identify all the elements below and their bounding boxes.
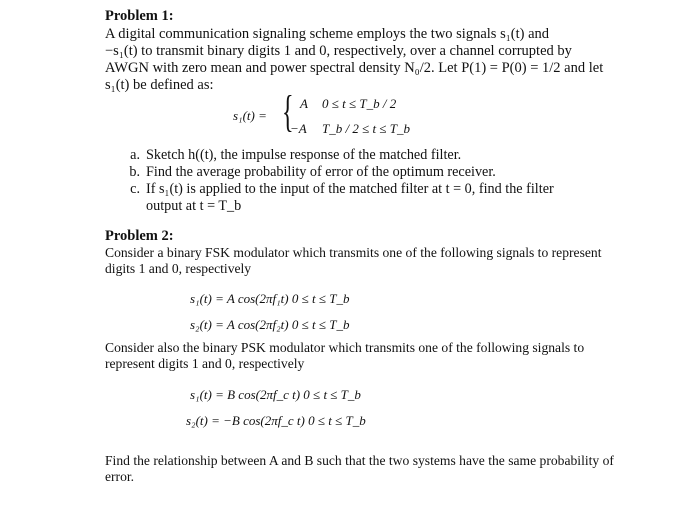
problem2-intro-line-2: digits 1 and 0, respectively xyxy=(105,261,252,276)
final-line-1: Find the relationship between A and B such that the two systems have the same probability of xyxy=(105,453,614,468)
item-b-text: Find the average probability of error of the optimum receiver. xyxy=(146,164,496,180)
item-c-text-line-2: output at t = T_b xyxy=(146,198,242,214)
problem2-title: Problem 2: xyxy=(105,228,174,244)
problem1-item-c xyxy=(126,181,554,199)
item-c-text-line-1: If s₁(t) is applied to the input of the matched filter at t = 0, find the filter xyxy=(146,181,554,197)
item-a-text: Sketch h((t), the impulse response of the matched filter. xyxy=(146,147,462,163)
final-line-2: error. xyxy=(105,469,135,484)
problem1-intro-line-2: −s₁(t) to transmit binary digits 1 and 0, respectively, over a channel corrupted by xyxy=(105,43,572,59)
equation-case2-range: T_b / 2 ≤ t ≤ T_b xyxy=(322,121,410,136)
problem2-intro-line-1: Consider a binary FSK modulator which transmits one of the following signals to represent xyxy=(105,245,602,260)
problem1-intro-line-3: AWGN with zero mean and power spectral density N₀/2. Let P(1) = P(0) = 1/2 and let xyxy=(105,60,604,76)
equation-brace: { xyxy=(282,87,294,136)
equation-case2-value: −A xyxy=(290,121,307,136)
psk-intro-line-2: represent digits 1 and 0, respectively xyxy=(105,356,305,371)
psk-equation-1: s₁(t) = B cos(2πf_c t) 0 ≤ t ≤ T_b xyxy=(190,387,361,402)
problem1-intro-line-1: A digital communication signaling scheme employs the two signals s₁(t) and xyxy=(105,26,550,42)
problem1-item-b xyxy=(126,164,496,182)
psk-equation-2: s₂(t) = −B cos(2πf_c t) 0 ≤ t ≤ T_b xyxy=(186,413,366,428)
equation-lhs: s₁(t) = xyxy=(233,108,267,123)
problem1-intro-line-4: s₁(t) be defined as: xyxy=(105,77,214,93)
fsk-equation-2: s₂(t) = A cos(2πf₂t) 0 ≤ t ≤ T_b xyxy=(190,317,350,332)
item-a-marker: a. xyxy=(130,147,140,163)
item-b-marker: b. xyxy=(129,164,140,180)
item-c-marker: c. xyxy=(130,181,140,197)
psk-intro-line-1: Consider also the binary PSK modulator which transmits one of the following signals to xyxy=(105,340,585,355)
problem1-title: Problem 1: xyxy=(105,8,174,24)
equation-case1-value: A xyxy=(300,96,308,111)
fsk-equation-1: s₁(t) = A cos(2πf₁t) 0 ≤ t ≤ T_b xyxy=(190,291,350,306)
problem1-item-a xyxy=(126,147,461,165)
equation-case1-range: 0 ≤ t ≤ T_b / 2 xyxy=(322,96,397,111)
